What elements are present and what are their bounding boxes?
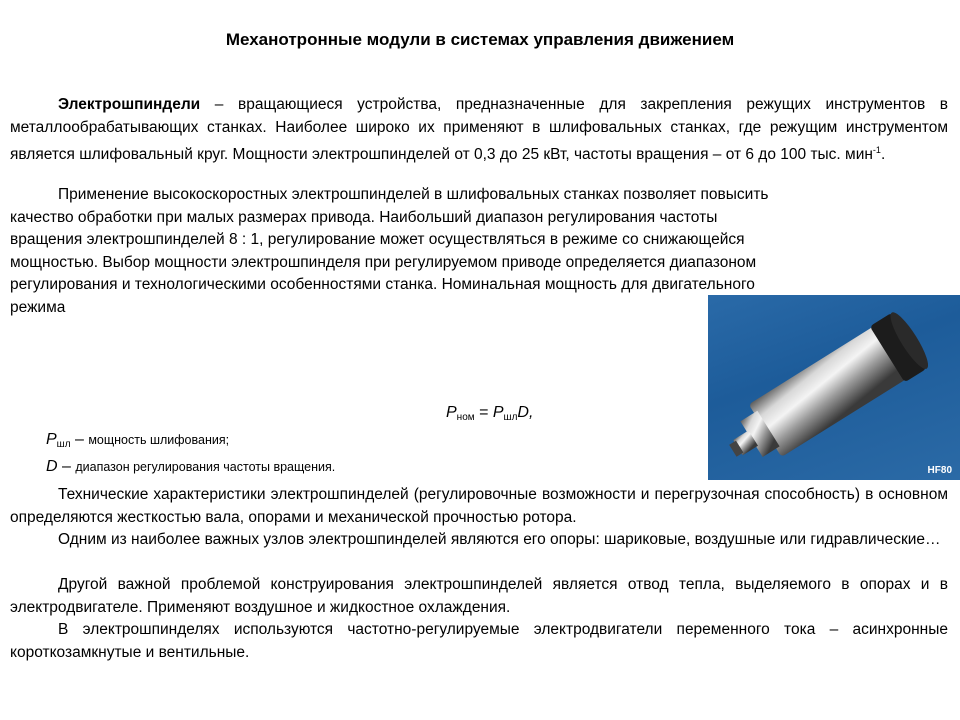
definition-dash: – bbox=[70, 431, 89, 448]
power-formula bbox=[446, 404, 533, 423]
spindle-photo bbox=[708, 295, 960, 480]
paragraph-definition bbox=[10, 94, 948, 167]
paragraph-application-line: качество обработки при малых размерах привода. Наибольший диапазон регулирования частоты bbox=[10, 208, 718, 226]
photo-label: HF80 bbox=[927, 465, 952, 476]
paragraph-application-line: регулирования и технологическими особенностями станка. Номинальная мощность для двигательного bbox=[10, 276, 755, 293]
definition-d bbox=[46, 458, 335, 476]
paragraph-motors: В электрошпинделях используются частотно-регулируемые электродвигатели переменного тока – асинхронные короткозамкнутые и вентильные. bbox=[10, 621, 948, 661]
paragraph-cooling: Другой важной проблемой конструирования электрошпинделей является отвод тепла, выделяемого в опорах и в электродвигателе. Применяют воздушное и жидкостное охлаждения. bbox=[10, 576, 948, 616]
paragraph-definition-text: – вращающиеся устройства, предназначенные для закрепления режущих инструментов в металлообрабатывающих станках. Наиболее широко их применяют в шлифовальных станках, где режущим инструментом является шлифовальный круг. Мощности электрошпинделей от 0,3 до 25 кВт, частоты вращения – от 6 до 100 тыс. мин bbox=[10, 96, 948, 164]
definition-text: диапазон регулирования частоты вращения. bbox=[75, 460, 336, 474]
paragraph-application-line: мощностью. Выбор мощности электрошпинделя при регулируемом приводе определяется диапазоном bbox=[10, 253, 757, 271]
slide-title: Механотронные модули в системах управления движением bbox=[225, 30, 735, 49]
unit-superscript: -1 bbox=[872, 145, 881, 155]
formula-d: D, bbox=[517, 404, 534, 421]
formula-equals: = bbox=[474, 404, 493, 421]
term-electrospindle: Электрошпиндели bbox=[58, 96, 201, 113]
definition-text: мощность шлифования; bbox=[88, 433, 230, 447]
definition-symbol: D bbox=[46, 458, 58, 475]
formula-p: P bbox=[492, 404, 504, 421]
paragraph-application-line: Применение высокоскоростных электрошпинделей в шлифовальных станках позволяет повысить bbox=[58, 186, 769, 203]
paragraph-application-line: режима bbox=[10, 298, 66, 316]
paragraph-bearings: Одним из наиболее важных узлов электрошпинделей являются его опоры: шариковые, воздушные или гидравлические… bbox=[58, 531, 941, 548]
definition-p-shl bbox=[46, 431, 229, 450]
spindle-illustration bbox=[708, 295, 960, 480]
paragraph-application-line: вращения электрошпинделей 8 : 1, регулирование может осуществляться в режиме со снижающейся bbox=[10, 231, 745, 248]
paragraph-characteristics: Технические характеристики электрошпинделей (регулировочные возможности и перегрузочная способность) в основном определяются жесткостью вала, опорами и механической прочностью ротора. bbox=[10, 486, 948, 526]
paragraph-definition-end: . bbox=[880, 146, 886, 164]
definition-subscript: шл bbox=[56, 439, 71, 450]
formula-sub-shl: шл bbox=[503, 412, 518, 423]
definition-symbol: P bbox=[46, 431, 57, 448]
definition-dash: – bbox=[57, 458, 76, 475]
formula-p: P bbox=[446, 404, 457, 421]
formula-sub-nom: ном bbox=[456, 412, 475, 423]
